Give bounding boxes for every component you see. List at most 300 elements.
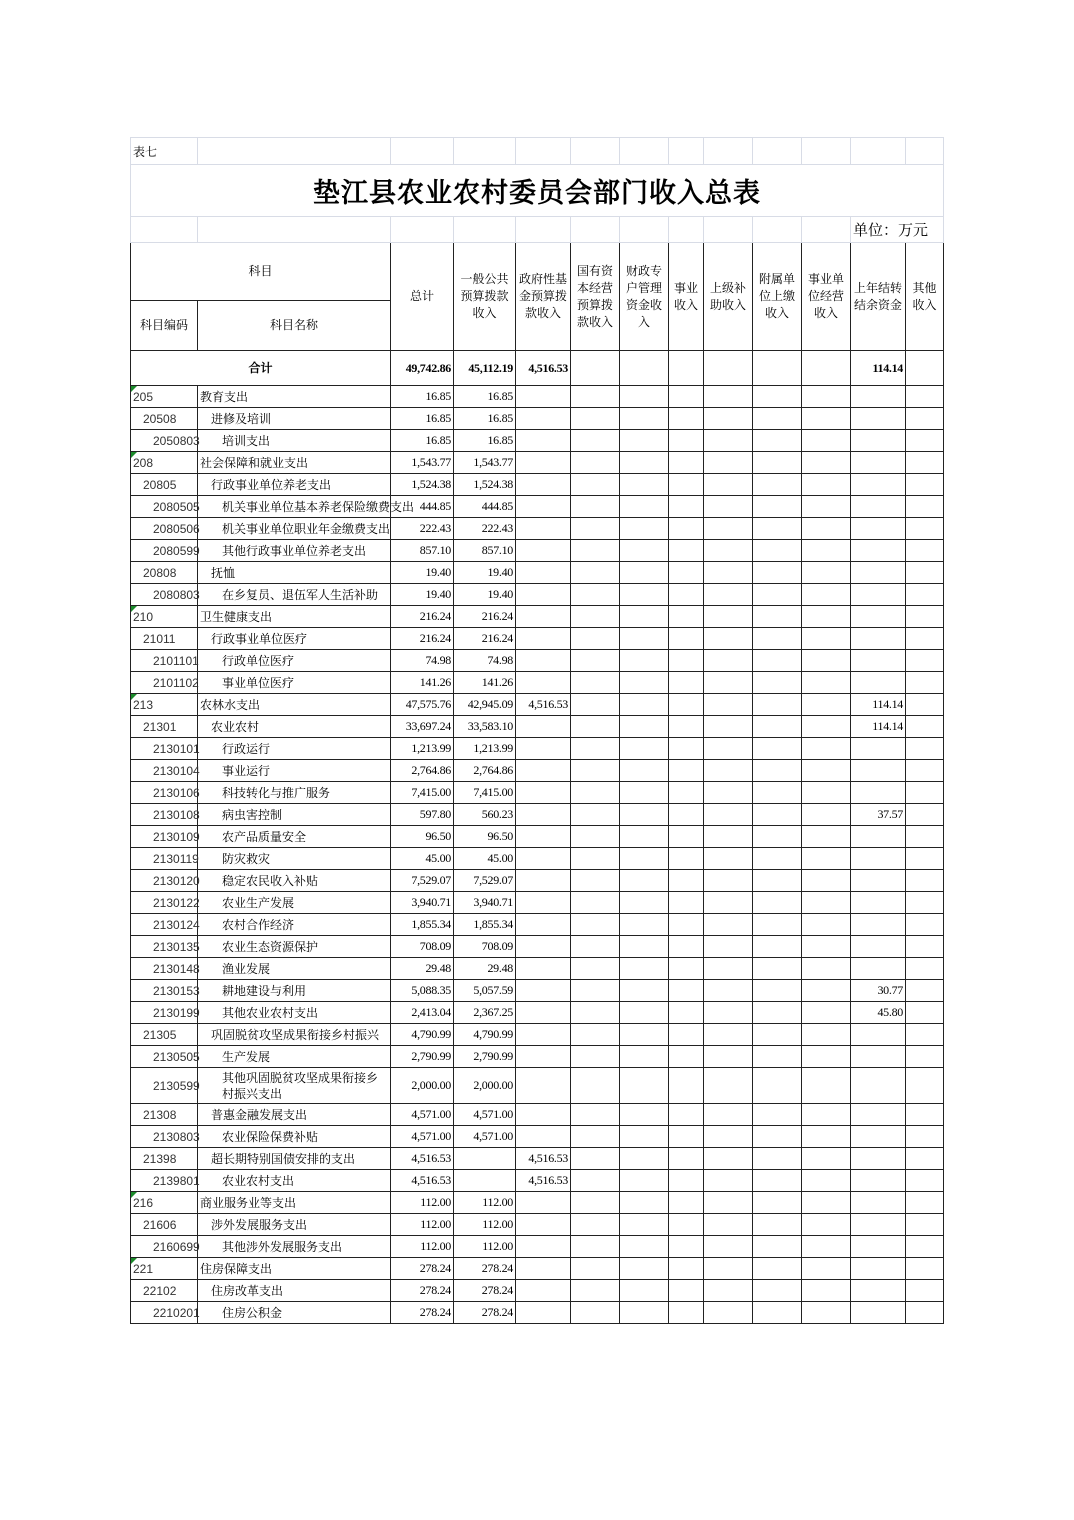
- amount-cell: [753, 738, 802, 760]
- subject-name: 卫生健康支出: [198, 606, 391, 628]
- amount-cell: [620, 1192, 669, 1214]
- table-row: [131, 1002, 944, 1024]
- amount-cell: [906, 1126, 944, 1148]
- subject-name: 农业生态资源保护: [198, 936, 391, 958]
- subject-name: 进修及培训: [198, 408, 391, 430]
- amount-cell: 1,543.77: [454, 452, 516, 474]
- amount-cell: 96.50: [454, 826, 516, 848]
- amount-cell: [620, 1002, 669, 1024]
- amount-cell: [620, 430, 669, 452]
- column-header: 上级补助收入: [704, 243, 753, 351]
- amount-cell: [704, 892, 753, 914]
- amount-cell: [906, 760, 944, 782]
- amount-cell: [669, 826, 704, 848]
- total-cell: [704, 351, 753, 386]
- amount-cell: [620, 584, 669, 606]
- amount-cell: 112.00: [391, 1214, 454, 1236]
- amount-cell: [669, 430, 704, 452]
- amount-cell: [571, 936, 620, 958]
- amount-cell: [753, 1214, 802, 1236]
- amount-cell: 597.80: [391, 804, 454, 826]
- subject-name: 行政单位医疗: [198, 650, 391, 672]
- table-row: [131, 1068, 944, 1104]
- amount-cell: [851, 738, 906, 760]
- amount-cell: [802, 980, 851, 1002]
- amount-cell: 141.26: [454, 672, 516, 694]
- subject-code: 2130153: [131, 980, 198, 1002]
- amount-cell: [516, 936, 571, 958]
- amount-cell: [704, 826, 753, 848]
- amount-cell: 112.00: [454, 1192, 516, 1214]
- amount-cell: [753, 408, 802, 430]
- amount-cell: [753, 518, 802, 540]
- amount-cell: [571, 1126, 620, 1148]
- subject-name: 社会保障和就业支出: [198, 452, 391, 474]
- amount-cell: [516, 782, 571, 804]
- amount-cell: [704, 650, 753, 672]
- amount-cell: [851, 892, 906, 914]
- amount-cell: [802, 804, 851, 826]
- amount-cell: [906, 914, 944, 936]
- amount-cell: [906, 804, 944, 826]
- amount-cell: [571, 1280, 620, 1302]
- amount-cell: [753, 562, 802, 584]
- subject-code: 2130104: [131, 760, 198, 782]
- amount-cell: [802, 430, 851, 452]
- subject-name: 防灾救灾: [198, 848, 391, 870]
- amount-cell: [704, 540, 753, 562]
- subject-code: 21398: [131, 1148, 198, 1170]
- total-cell: 114.14: [851, 351, 906, 386]
- amount-cell: [704, 694, 753, 716]
- amount-cell: [620, 562, 669, 584]
- amount-cell: [906, 782, 944, 804]
- table-row: [131, 650, 944, 672]
- amount-cell: [704, 848, 753, 870]
- amount-cell: 1,524.38: [454, 474, 516, 496]
- amount-cell: [620, 870, 669, 892]
- amount-cell: [906, 672, 944, 694]
- amount-cell: 19.40: [391, 562, 454, 584]
- total-cell: [669, 351, 704, 386]
- amount-cell: [571, 870, 620, 892]
- amount-cell: 1,213.99: [391, 738, 454, 760]
- amount-cell: [753, 716, 802, 738]
- table-row: [131, 1302, 944, 1324]
- amount-cell: [851, 1046, 906, 1068]
- amount-cell: [620, 826, 669, 848]
- total-cell: 45,112.19: [454, 351, 516, 386]
- amount-cell: [516, 716, 571, 738]
- table-row: [131, 540, 944, 562]
- amount-cell: [516, 1214, 571, 1236]
- amount-cell: [669, 1280, 704, 1302]
- amount-cell: [516, 562, 571, 584]
- amount-cell: [802, 738, 851, 760]
- amount-cell: [906, 1302, 944, 1324]
- amount-cell: [571, 584, 620, 606]
- amount-cell: [704, 452, 753, 474]
- amount-cell: [516, 1302, 571, 1324]
- amount-cell: [571, 1024, 620, 1046]
- amount-cell: [516, 892, 571, 914]
- amount-cell: [802, 1002, 851, 1024]
- subject-name: 农产品质量安全: [198, 826, 391, 848]
- amount-cell: 560.23: [454, 804, 516, 826]
- subject-name: 住房改革支出: [198, 1280, 391, 1302]
- amount-cell: [851, 1148, 906, 1170]
- amount-cell: [620, 1104, 669, 1126]
- amount-cell: 33,583.10: [454, 716, 516, 738]
- amount-cell: [704, 1302, 753, 1324]
- amount-cell: [620, 650, 669, 672]
- amount-cell: [802, 386, 851, 408]
- amount-cell: [571, 760, 620, 782]
- subject-code: 221: [131, 1258, 198, 1280]
- subject-name: 其他农业农村支出: [198, 1002, 391, 1024]
- amount-cell: [906, 980, 944, 1002]
- amount-cell: [802, 1192, 851, 1214]
- amount-cell: [851, 628, 906, 650]
- amount-cell: [571, 782, 620, 804]
- amount-cell: [753, 826, 802, 848]
- header-subject: 科目: [131, 243, 391, 301]
- amount-cell: [571, 848, 620, 870]
- amount-cell: 216.24: [454, 628, 516, 650]
- table-row: [131, 760, 944, 782]
- header-code: 科目编码: [131, 301, 198, 351]
- amount-cell: [620, 738, 669, 760]
- amount-cell: 4,571.00: [454, 1126, 516, 1148]
- subject-code: 213: [131, 694, 198, 716]
- amount-cell: [571, 1258, 620, 1280]
- total-cell: [906, 351, 944, 386]
- amount-cell: [906, 562, 944, 584]
- table-row: [131, 386, 944, 408]
- total-cell: [620, 351, 669, 386]
- amount-cell: [753, 1148, 802, 1170]
- amount-cell: [516, 1236, 571, 1258]
- amount-cell: [620, 1258, 669, 1280]
- subject-code: 2130108: [131, 804, 198, 826]
- amount-cell: [704, 628, 753, 650]
- amount-cell: 2,000.00: [454, 1068, 516, 1104]
- unit-label: 单位：万元: [851, 217, 944, 243]
- table-row: [131, 628, 944, 650]
- table-row: [131, 958, 944, 980]
- amount-cell: 112.00: [454, 1236, 516, 1258]
- amount-cell: [753, 628, 802, 650]
- amount-cell: [906, 716, 944, 738]
- amount-cell: [516, 826, 571, 848]
- amount-cell: [516, 474, 571, 496]
- amount-cell: [704, 430, 753, 452]
- amount-cell: 222.43: [391, 518, 454, 540]
- amount-cell: [704, 1214, 753, 1236]
- column-header: 上年结转结余资金: [851, 243, 906, 351]
- column-header: 财政专户管理资金收入: [620, 243, 669, 351]
- amount-cell: [571, 386, 620, 408]
- amount-cell: [669, 518, 704, 540]
- total-cell: 49,742.86: [391, 351, 454, 386]
- amount-cell: [802, 958, 851, 980]
- amount-cell: [906, 650, 944, 672]
- amount-cell: [571, 1104, 620, 1126]
- subject-code: 2130101: [131, 738, 198, 760]
- amount-cell: [851, 1258, 906, 1280]
- amount-cell: [620, 760, 669, 782]
- amount-cell: [669, 1104, 704, 1126]
- table-row: [131, 1280, 944, 1302]
- amount-cell: [516, 1104, 571, 1126]
- amount-cell: [906, 584, 944, 606]
- amount-cell: [802, 408, 851, 430]
- table-row: [131, 782, 944, 804]
- amount-cell: [753, 848, 802, 870]
- amount-cell: [704, 936, 753, 958]
- amount-cell: [516, 496, 571, 518]
- amount-cell: 2,790.99: [391, 1046, 454, 1068]
- amount-cell: 7,529.07: [391, 870, 454, 892]
- subject-name: 农林水支出: [198, 694, 391, 716]
- table-row: [131, 584, 944, 606]
- subject-name: 稳定农民收入补贴: [198, 870, 391, 892]
- amount-cell: 2,000.00: [391, 1068, 454, 1104]
- amount-cell: [906, 958, 944, 980]
- amount-cell: [704, 672, 753, 694]
- amount-cell: [753, 386, 802, 408]
- amount-cell: 16.85: [391, 430, 454, 452]
- amount-cell: [669, 584, 704, 606]
- table-row: [131, 826, 944, 848]
- amount-cell: 112.00: [454, 1214, 516, 1236]
- amount-cell: [704, 738, 753, 760]
- amount-cell: 45.80: [851, 1002, 906, 1024]
- amount-cell: [516, 958, 571, 980]
- amount-cell: [906, 540, 944, 562]
- amount-cell: 96.50: [391, 826, 454, 848]
- subject-code: 2210201: [131, 1302, 198, 1324]
- sheet-label: 表七: [131, 138, 198, 165]
- amount-cell: [906, 1068, 944, 1104]
- amount-cell: [753, 914, 802, 936]
- amount-cell: 278.24: [454, 1280, 516, 1302]
- amount-cell: [571, 694, 620, 716]
- amount-cell: [571, 892, 620, 914]
- subject-name: 其他涉外发展服务支出: [198, 1236, 391, 1258]
- amount-cell: [802, 606, 851, 628]
- amount-cell: [704, 716, 753, 738]
- amount-cell: [669, 386, 704, 408]
- amount-cell: [454, 1170, 516, 1192]
- amount-cell: [571, 540, 620, 562]
- amount-cell: [753, 1170, 802, 1192]
- amount-cell: [753, 650, 802, 672]
- amount-cell: [851, 562, 906, 584]
- amount-cell: [704, 1002, 753, 1024]
- amount-cell: 112.00: [391, 1236, 454, 1258]
- subject-code: 2130199: [131, 1002, 198, 1024]
- amount-cell: [851, 496, 906, 518]
- subject-code: 2130119: [131, 848, 198, 870]
- subject-code: 21301: [131, 716, 198, 738]
- amount-cell: [802, 672, 851, 694]
- subject-code: 2130120: [131, 870, 198, 892]
- amount-cell: [851, 1024, 906, 1046]
- amount-cell: [704, 782, 753, 804]
- amount-cell: [906, 1258, 944, 1280]
- amount-cell: [669, 1258, 704, 1280]
- amount-cell: [851, 606, 906, 628]
- table-row: [131, 1192, 944, 1214]
- amount-cell: 4,516.53: [516, 694, 571, 716]
- table-row: [131, 1170, 944, 1192]
- subject-name: 农业农村: [198, 716, 391, 738]
- amount-cell: [669, 892, 704, 914]
- amount-cell: [704, 980, 753, 1002]
- amount-cell: 16.85: [454, 430, 516, 452]
- subject-name: 农业农村支出: [198, 1170, 391, 1192]
- amount-cell: [851, 386, 906, 408]
- amount-cell: [620, 782, 669, 804]
- amount-cell: [753, 452, 802, 474]
- amount-cell: [802, 1068, 851, 1104]
- amount-cell: [802, 1148, 851, 1170]
- amount-cell: [704, 1280, 753, 1302]
- amount-cell: [516, 584, 571, 606]
- subject-name: 科技转化与推广服务: [198, 782, 391, 804]
- amount-cell: [753, 496, 802, 518]
- subject-name: 住房保障支出: [198, 1258, 391, 1280]
- amount-cell: 74.98: [391, 650, 454, 672]
- amount-cell: [802, 1046, 851, 1068]
- amount-cell: [704, 474, 753, 496]
- amount-cell: 4,571.00: [391, 1126, 454, 1148]
- amount-cell: 278.24: [454, 1302, 516, 1324]
- amount-cell: [851, 430, 906, 452]
- amount-cell: 7,415.00: [454, 782, 516, 804]
- amount-cell: [669, 804, 704, 826]
- amount-cell: [620, 936, 669, 958]
- amount-cell: [669, 408, 704, 430]
- amount-cell: [753, 958, 802, 980]
- amount-cell: [906, 606, 944, 628]
- amount-cell: [753, 760, 802, 782]
- amount-cell: [851, 958, 906, 980]
- amount-cell: [516, 672, 571, 694]
- subject-code: 2130803: [131, 1126, 198, 1148]
- amount-cell: [753, 1046, 802, 1068]
- amount-cell: [906, 452, 944, 474]
- amount-cell: [704, 606, 753, 628]
- amount-cell: [906, 1046, 944, 1068]
- amount-cell: [704, 1170, 753, 1192]
- subject-code: 208: [131, 452, 198, 474]
- amount-cell: [571, 562, 620, 584]
- amount-cell: [669, 672, 704, 694]
- amount-cell: [851, 826, 906, 848]
- amount-cell: 4,571.00: [454, 1104, 516, 1126]
- amount-cell: [571, 628, 620, 650]
- amount-cell: [516, 1126, 571, 1148]
- amount-cell: [669, 1126, 704, 1148]
- amount-cell: [571, 1170, 620, 1192]
- amount-cell: [620, 452, 669, 474]
- amount-cell: [753, 1280, 802, 1302]
- subject-name: 行政事业单位医疗: [198, 628, 391, 650]
- amount-cell: [571, 738, 620, 760]
- total-cell: [571, 351, 620, 386]
- amount-cell: 29.48: [391, 958, 454, 980]
- amount-cell: [571, 1302, 620, 1324]
- subject-code: 21308: [131, 1104, 198, 1126]
- amount-cell: [802, 1024, 851, 1046]
- subject-code: 2130122: [131, 892, 198, 914]
- total-row: [131, 351, 944, 386]
- amount-cell: [851, 870, 906, 892]
- subject-code: 2080506: [131, 518, 198, 540]
- amount-cell: 30.77: [851, 980, 906, 1002]
- amount-cell: [851, 848, 906, 870]
- amount-cell: 141.26: [391, 672, 454, 694]
- total-cell: [802, 351, 851, 386]
- amount-cell: [753, 540, 802, 562]
- amount-cell: [753, 1068, 802, 1104]
- amount-cell: [571, 716, 620, 738]
- subject-name: 生产发展: [198, 1046, 391, 1068]
- amount-cell: [704, 870, 753, 892]
- amount-cell: [571, 1046, 620, 1068]
- subject-code: 2050803: [131, 430, 198, 452]
- table-row: [131, 892, 944, 914]
- amount-cell: [620, 1024, 669, 1046]
- amount-cell: 4,516.53: [516, 1148, 571, 1170]
- amount-cell: [516, 1280, 571, 1302]
- amount-cell: 7,415.00: [391, 782, 454, 804]
- amount-cell: [516, 518, 571, 540]
- amount-cell: 3,940.71: [454, 892, 516, 914]
- amount-cell: [704, 386, 753, 408]
- amount-cell: [669, 848, 704, 870]
- amount-cell: [802, 1280, 851, 1302]
- amount-cell: 444.85: [391, 496, 454, 518]
- amount-cell: [906, 1192, 944, 1214]
- amount-cell: [753, 804, 802, 826]
- amount-cell: [704, 1148, 753, 1170]
- amount-cell: 278.24: [391, 1302, 454, 1324]
- amount-cell: [571, 980, 620, 1002]
- amount-cell: [454, 1148, 516, 1170]
- subject-code: 22102: [131, 1280, 198, 1302]
- table-row: [131, 408, 944, 430]
- amount-cell: [802, 694, 851, 716]
- amount-cell: [669, 452, 704, 474]
- subject-code: 2080505: [131, 496, 198, 518]
- amount-cell: [802, 870, 851, 892]
- amount-cell: 45.00: [454, 848, 516, 870]
- amount-cell: [851, 760, 906, 782]
- subject-name: 抚恤: [198, 562, 391, 584]
- amount-cell: [851, 672, 906, 694]
- amount-cell: [753, 1104, 802, 1126]
- table-row: [131, 694, 944, 716]
- subject-name: 涉外发展服务支出: [198, 1214, 391, 1236]
- amount-cell: [516, 408, 571, 430]
- amount-cell: [669, 562, 704, 584]
- table-row: [131, 672, 944, 694]
- amount-cell: [753, 1002, 802, 1024]
- subject-name: 商业服务业等支出: [198, 1192, 391, 1214]
